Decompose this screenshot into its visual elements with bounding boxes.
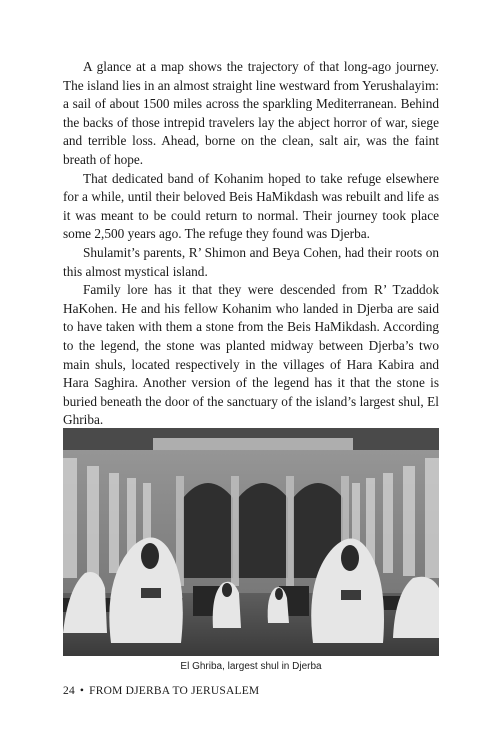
page-number: 24 <box>63 685 75 697</box>
page-footer <box>63 685 439 697</box>
paragraph: That dedicated band of Kohanim hoped to take refuge elsewhere for a while, until their beloved Beis HaMikdash was rebuilt and life as it was meant to be could return to normal. Their journey took place some 2,500 years ago. The refuge they found was Djerba. <box>63 170 439 242</box>
body-text <box>63 58 439 430</box>
running-title: FROM DJERBA TO JERUSALEM <box>89 685 260 697</box>
paragraph: A glance at a map shows the trajectory of that long-ago journey. The island lies in an almost straight line westward from Yerushalayim: a sail of about 1500 miles across the sparkling Mediterranean. Behind the backs of those intrepid travelers lay the abject horror of war, siege and terrible loss. Ahead, borne on the clean, salt air, was the faint breath of hope. <box>63 59 439 167</box>
synagogue-interior-illustration <box>63 428 439 656</box>
figure-caption: El Ghriba, largest shul in Djerba <box>180 661 322 672</box>
paragraph: Shulamit’s parents, R’ Shimon and Beya Cohen, had their roots on this almost mystical island. <box>63 244 439 279</box>
paragraph: Family lore has it that they were descended from R’ Tzaddok HaKohen. He and his fellow Kohanim who landed in Djerba are said to have taken with them a stone from the Beis HaMikdash. According to the legend, the stone was planted midway between Djerba’s two main shuls, located respectively in the villages of Hara Kabira and Hara Saghira. Another version of the legend has it that the stone is buried beneath the door of the sanctuary of the island’s largest shul, El Ghriba. <box>63 282 439 428</box>
footer-separator: • <box>79 685 85 697</box>
synagogue-photo <box>63 428 439 656</box>
